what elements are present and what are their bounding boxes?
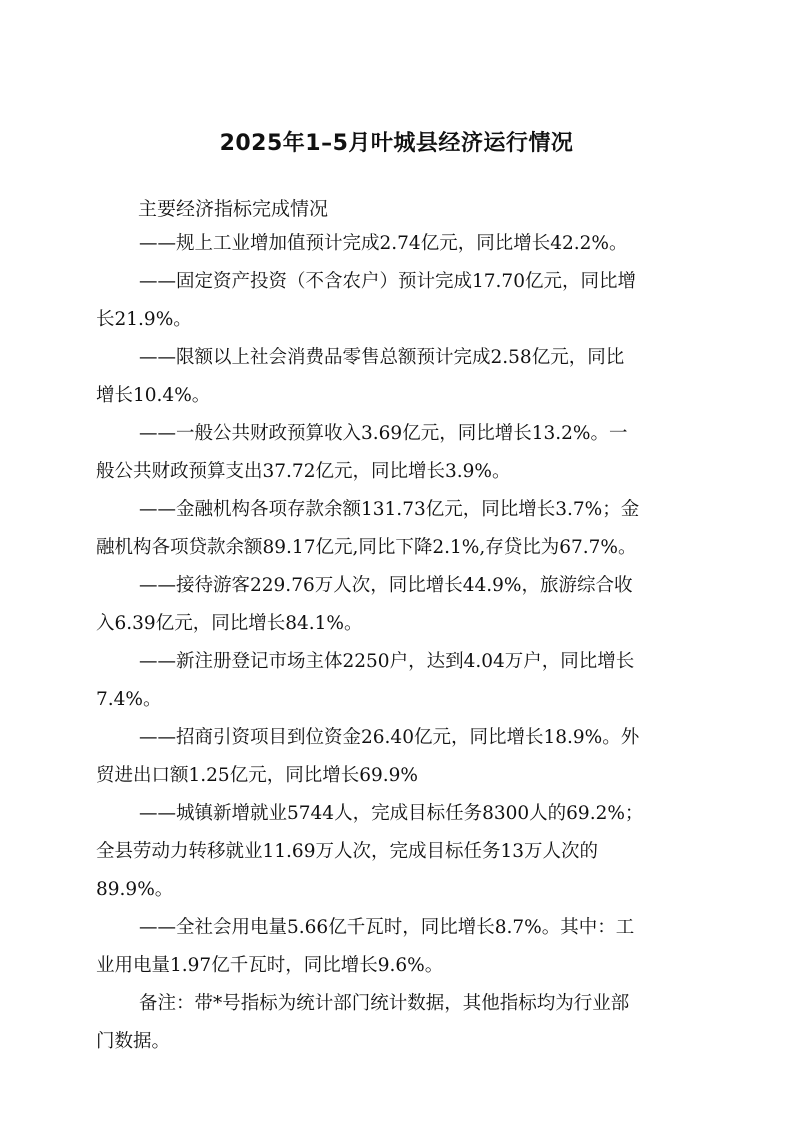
paragraph-public-finance: [96, 415, 701, 491]
paragraph-retail-sales: [96, 339, 701, 415]
paragraph-line: 7.4%。: [96, 689, 162, 710]
paragraph-line: 贸进出口额1.25亿元，同比增长69.9%: [96, 765, 418, 786]
footnote-line: 门数据。: [96, 1031, 171, 1052]
footnote: [96, 985, 701, 1061]
page-title: 2025年1–5月叶城县经济运行情况: [219, 131, 574, 156]
paragraph-line: ——规上工业增加值预计完成2.74亿元，同比增长42.2%。: [139, 233, 628, 254]
paragraph-line: 增长10.4%。: [96, 385, 211, 406]
paragraph-line: ——全社会用电量5.66亿千瓦时，同比增长8.7%。其中：工: [139, 917, 635, 938]
paragraph-line: ——招商引资项目到位资金26.40亿元，同比增长18.9%。外: [139, 727, 640, 748]
paragraph-line: ——固定资产投资（不含农户）预计完成17.70亿元，同比增: [139, 271, 636, 292]
paragraph-line: ——金融机构各项存款余额131.73亿元，同比增长3.7%；金: [139, 499, 640, 520]
paragraph-financial-deposits: [96, 491, 701, 567]
paragraph-line: ——一般公共财政预算收入3.69亿元，同比增长13.2%。一: [139, 423, 628, 444]
paragraph-industrial-value: [96, 225, 701, 263]
paragraph-line: ——城镇新增就业5744人，完成目标任务8300人的69.2%；: [139, 803, 644, 824]
paragraph-line: 入6.39亿元，同比增长84.1%。: [96, 613, 363, 634]
paragraph-tourism: [96, 567, 701, 643]
paragraph-employment: [96, 795, 701, 909]
paragraph-line: ——新注册登记市场主体2250户，达到4.04万户，同比增长: [139, 651, 635, 672]
paragraph-line: 融机构各项贷款余额89.17亿元,同比下降2.1%,存贷比为67.7%。: [96, 537, 637, 558]
paragraph-electricity: [96, 909, 701, 985]
paragraph-investment-trade: [96, 719, 701, 795]
paragraph-line: 89.9%。: [96, 879, 174, 900]
paragraph-line: 长21.9%。: [96, 309, 192, 330]
paragraph-line: 全县劳动力转移就业11.69万人次，完成目标任务13万人次的: [96, 841, 599, 862]
paragraph-market-entities: [96, 643, 701, 719]
paragraph-line: 般公共财政预算支出37.72亿元，同比增长3.9%。: [96, 461, 511, 482]
section-heading: 主要经济指标完成情况: [138, 198, 329, 220]
footnote-line: 备注：带*号指标为统计部门统计数据，其他指标均为行业部: [139, 993, 630, 1014]
paragraph-fixed-asset-investment: [96, 263, 701, 339]
paragraph-line: 业用电量1.97亿千瓦时，同比增长9.6%。: [96, 955, 444, 976]
document-body: [96, 225, 701, 1061]
paragraph-line: ——接待游客229.76万人次，同比增长44.9%，旅游综合收: [139, 575, 633, 596]
paragraph-line: ——限额以上社会消费品零售总额预计完成2.58亿元，同比: [139, 347, 625, 368]
